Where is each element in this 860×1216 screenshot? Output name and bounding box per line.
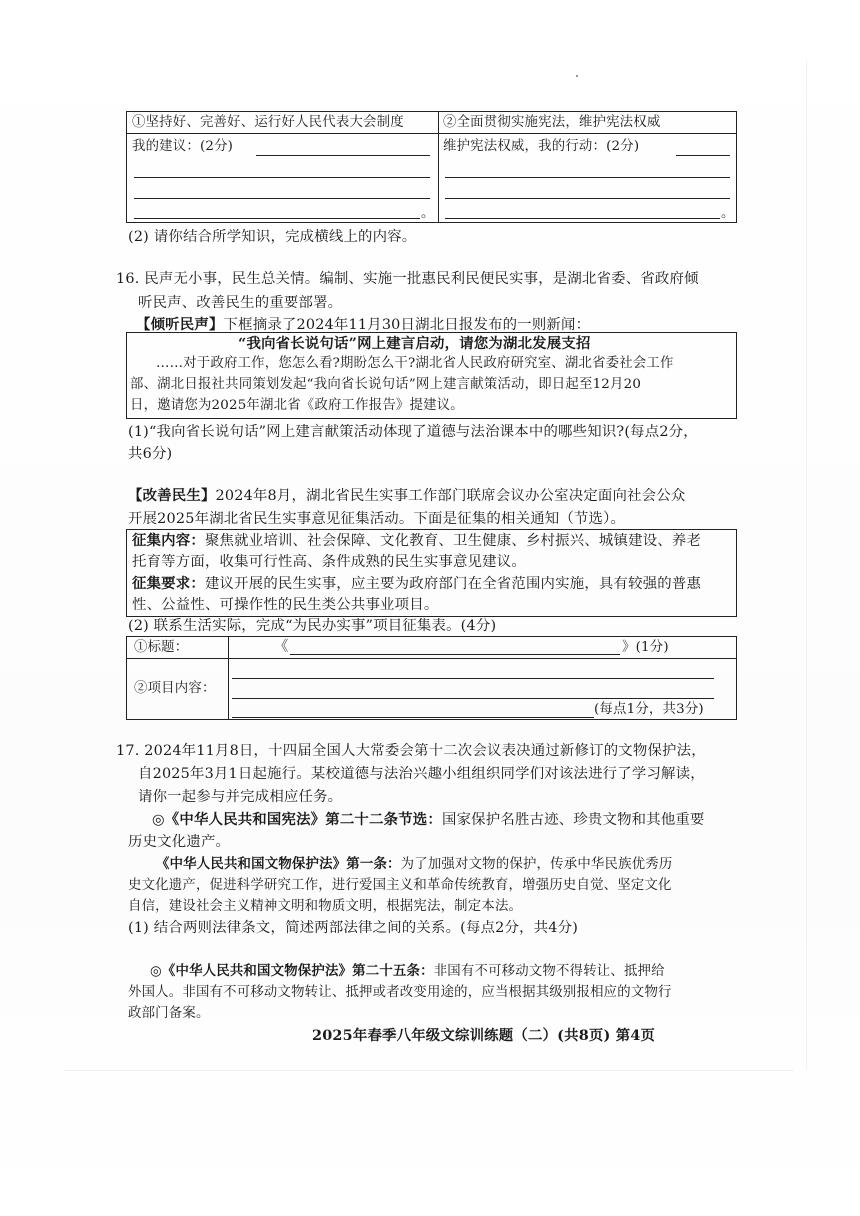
q16-part2: (2) 联系生活实际，完成“为民办实事”项目征集表。(4分) xyxy=(128,618,497,634)
q17-stem-line3: 请你一起参与并完成相应任务。 xyxy=(138,789,343,805)
q16-form-title-label: ①标题： xyxy=(134,640,189,655)
q15-col2-answer-line-1[interactable] xyxy=(676,155,730,156)
q15-col1-answer-line-3[interactable] xyxy=(134,198,430,199)
q15-col2-header: ②全面贯彻实施宪法，维护宪法权威 xyxy=(443,115,661,130)
q17-law25-line3: 政部门备案。 xyxy=(128,1006,210,1021)
q15-col1-answer-line-2[interactable] xyxy=(134,177,430,178)
q16-news-line3: 日，邀请您为2025年湖北省《政府工作报告》提建议。 xyxy=(130,398,464,413)
q15-col1-period: 。 xyxy=(421,206,435,221)
q15-col2-period: 。 xyxy=(721,206,735,221)
q15-table-divider xyxy=(438,111,439,223)
q17-law1-line1 xyxy=(156,853,672,876)
q16-improve-text: 2024年8月，湖北省民生实事工作部门联席会议办公室决定面向社会公众 xyxy=(215,488,686,504)
scan-edge-right xyxy=(806,60,807,1070)
q16-stem-line2: 听民声、改善民生的重要部署。 xyxy=(138,295,343,311)
scan-speck xyxy=(576,75,578,77)
q15-part2: (2) 请你结合所学知识，完成横线上的内容。 xyxy=(128,229,417,245)
q17-law25-label: ◎《中华人民共和国文物保护法》第二十五条： xyxy=(150,963,434,979)
q16-content-label: 征集内容： xyxy=(132,532,205,549)
q16-form-title-close: 》(1分) xyxy=(622,640,669,655)
q17-law25-line1 xyxy=(150,960,665,983)
q16-form-content-line-3[interactable] xyxy=(232,717,594,718)
q17-const-line1 xyxy=(152,809,705,831)
q16-news-line2: 部、湖北日报社共同策划发起“我向省长说句话”网上建言献策活动，即日起至12月20 xyxy=(130,377,642,392)
q16-form-title-input[interactable] xyxy=(290,654,620,655)
q15-col1-answer-line-4[interactable] xyxy=(134,218,420,219)
q16-content-text: 聚焦就业培训、社会保障、文化教育、卫生健康、乡村振兴、城镇建设、养老 xyxy=(204,533,702,549)
q17-const-line2: 历史文化遗产。 xyxy=(128,834,231,850)
q15-col2-answer-line-2[interactable] xyxy=(445,177,730,178)
q16-improve-line1 xyxy=(128,485,685,507)
q16-req-text: 建议开展的民生实事，应主要为政府部门在全省范围内实施，具有较强的普惠 xyxy=(204,576,702,592)
q15-col1-prompt: 我的建议：(2分) xyxy=(132,139,234,154)
q17-part1: (1) 结合两则法律条文，简述两部法律之间的关系。(每点2分，共4分) xyxy=(128,920,579,936)
q16-improve-line2: 开展2025年湖北省民生实事意见征集活动。下面是征集的相关通知（节选）。 xyxy=(128,511,626,527)
q17-law1-label: 《中华人民共和国文物保护法》第一条： xyxy=(156,856,401,872)
q16-form-title-open: 《 xyxy=(274,639,289,655)
q16-part1-line1: (1)“我向省长说句话”网上建言献策活动体现了道德与法治课本中的哪些知识?(每点2分， xyxy=(128,424,698,440)
q17-const-text: 国家保护名胜古迹、珍贵文物和其他重要 xyxy=(441,812,705,828)
q15-col2-prompt: 维护宪法权威，我的行动：(2分) xyxy=(443,139,640,154)
q16-improve-tag: 【改善民生】 xyxy=(128,487,216,504)
q16-form-content-line-1[interactable] xyxy=(232,678,714,679)
q17-stem-line2: 自2025年3月1日起施行。某校道德与法治兴趣小组组织同学们对该法进行了学习解读， xyxy=(138,766,705,782)
q16-form-content-note: (每点1分，共3分) xyxy=(594,702,704,717)
q16-stem-line1: 16. 民声无小事，民生总关情。编制、实施一批惠民利民便民实事，是湖北省委、省政府倾 xyxy=(116,271,699,287)
q16-content-line1 xyxy=(132,530,701,552)
q16-req-line1 xyxy=(132,573,701,595)
q16-form-divider xyxy=(228,636,229,720)
q17-law1-line3: 自信，建设社会主义精神文明和物质文明，根据宪法，制定本法。 xyxy=(128,899,523,914)
q16-part1-line2: 共6分) xyxy=(128,446,173,462)
q17-law1-text: 为了加强对文物的保护，传承中华民族优秀历 xyxy=(400,857,673,872)
scan-edge-bottom xyxy=(64,1070,794,1071)
q16-news-line1: ……对于政府工作，您怎么看?期盼怎么干?湖北省人民政府研究室、湖北省委社会工作 xyxy=(156,356,674,371)
q16-form-content-label: ②项目内容： xyxy=(134,681,216,696)
q15-col1-header: ①坚持好、完善好、运行好人民代表大会制度 xyxy=(132,115,404,130)
q15-col1-answer-line-1[interactable] xyxy=(256,155,430,156)
q16-listen-text: 下框摘录了2024年11月30日湖北日报发布的一则新闻： xyxy=(223,317,591,333)
q16-req-line2: 性、公益性、可操作性的民生类公共事业项目。 xyxy=(132,597,439,613)
q17-law25-line2: 外国人。非国有不可移动文物转让、抵押或者改变用途的，应当根据其级别报相应的文物行 xyxy=(128,985,672,1000)
q16-listen-tag: 【倾听民声】 xyxy=(136,316,224,333)
q17-law1-line2: 史文化遗产，促进科学研究工作，进行爱国主义和革命传统教育，增强历史自觉、坚定文化 xyxy=(128,878,672,893)
q17-const-label: ◎《中华人民共和国宪法》第二十二条节选： xyxy=(152,811,442,828)
q16-content-line2: 托育等方面，收集可行性高、条件成熟的民生实事意见建议。 xyxy=(132,554,526,570)
q15-col2-answer-line-4[interactable] xyxy=(445,218,720,219)
q17-stem-line1: 17. 2024年11月8日，十四届全国人大常委会第十二次会议表决通过新修订的文物保护法， xyxy=(116,743,706,759)
page-footer: 2025年春季八年级文综训练题（二）(共8页) 第4页 xyxy=(312,1027,656,1044)
q17-law25-text: 非国有不可移动文物不得转让、抵押给 xyxy=(433,964,665,979)
q16-news-title: “我向省长说句话”网上建言启动，请您为湖北发展支招 xyxy=(238,335,591,352)
q15-col2-answer-line-3[interactable] xyxy=(445,198,730,199)
q16-req-label: 征集要求： xyxy=(132,575,205,592)
